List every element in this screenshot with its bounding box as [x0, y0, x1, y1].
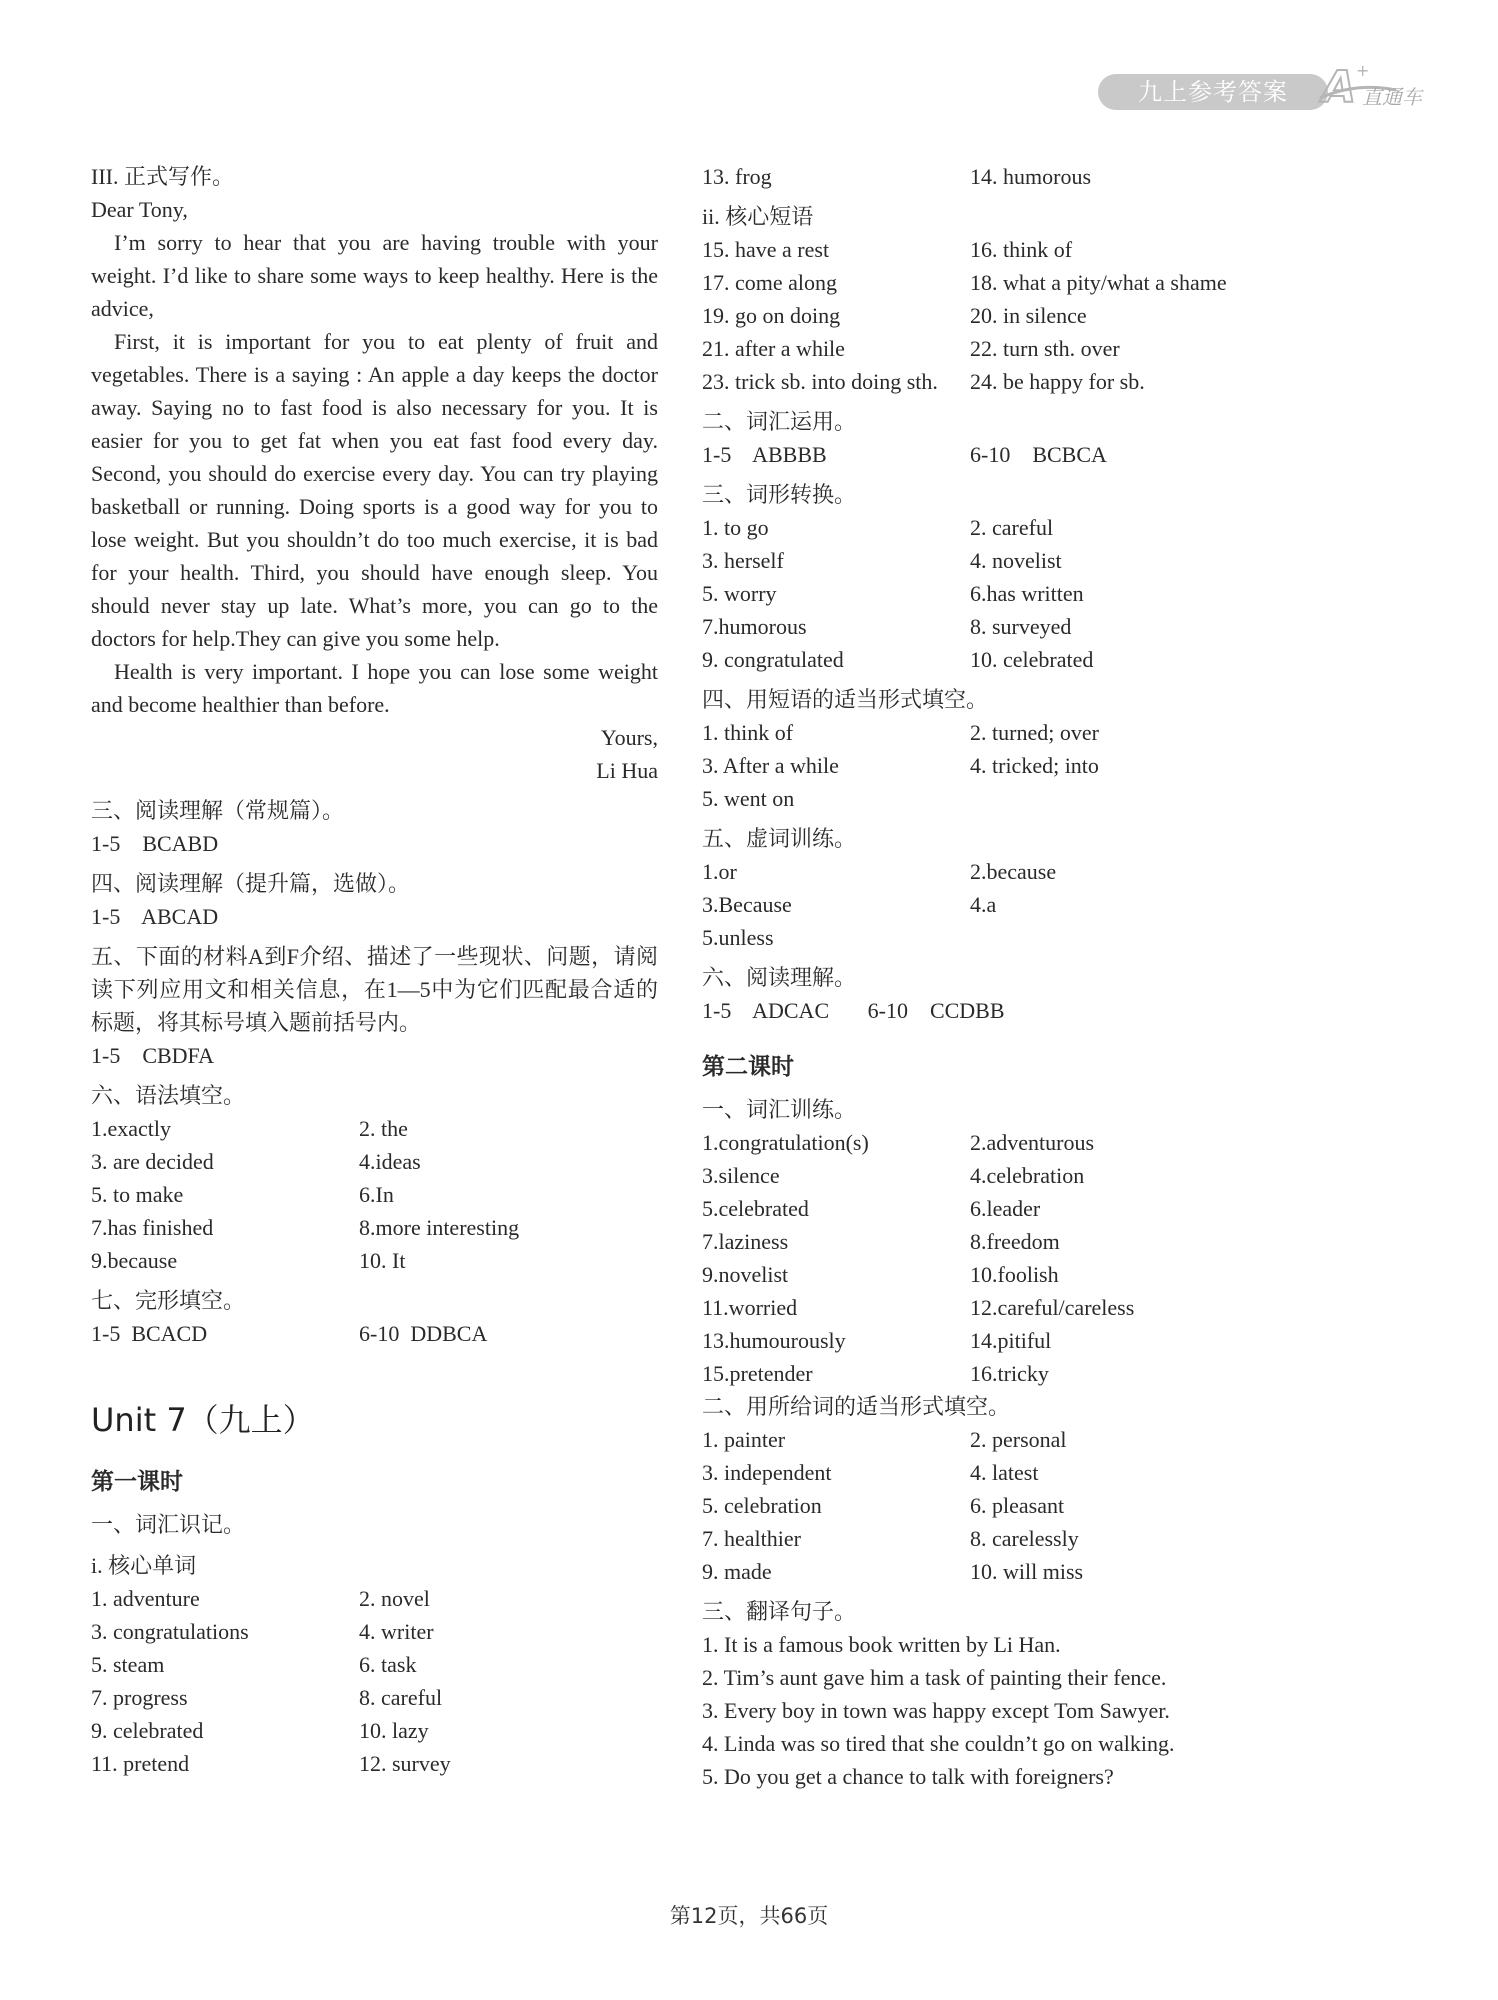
answer-cell: 3. herself — [702, 548, 784, 573]
matching-answer: 1-5 CBDFA — [91, 1043, 215, 1068]
function-words-row — [702, 855, 1402, 888]
core-words-subheading: i. 核心单词 — [91, 1553, 197, 1578]
reading-advanced-heading: 四、阅读理解（提升篇，选做）。 — [91, 871, 411, 896]
answer-cell: 16. think of — [970, 237, 1073, 262]
answer-cell: 9. celebrated — [91, 1718, 204, 1743]
translation-line: 3. Every boy in town was happy except Tom Sawyer. — [702, 1698, 1170, 1723]
vocab-training-row — [702, 1192, 1402, 1225]
translation-line: 4. Linda was so tired that she couldn’t go on walking. — [702, 1731, 1175, 1756]
vocab-training-row — [702, 1291, 1402, 1324]
answer-cell: 18. what a pity/what a shame — [970, 270, 1227, 295]
answer-cell: 4.celebration — [970, 1163, 1085, 1188]
answer-cell: 5. worry — [702, 581, 777, 606]
answer-cell: 2.because — [970, 859, 1057, 884]
core-word-row — [91, 1681, 658, 1714]
answer-cell: 4. latest — [970, 1460, 1039, 1485]
answer-cell: 6-10 BCBCA — [970, 442, 1107, 467]
answer-cell: 2. personal — [970, 1427, 1067, 1452]
letter-paragraph-2: First, it is important for you to eat plenty of fruit and vegetables. There is a saying : An apple a day keeps the doctor away. Saying no to fast food is also necessary for you. It is easier for you to get fat when you eat fast food every day. Second, you should do exercise every day. You can try playing basketball or running. Doing sports is a good way for you to lose weight. But you shouldn’t do too much exercise, it is bad for your health. Third, you should have enough sleep. You should never stay up late. What’s more, you can go to the doctors for help.They can give you some help. — [91, 329, 658, 651]
function-words-heading: 五、虚词训练。 — [702, 826, 857, 851]
vocab-training-row — [702, 1225, 1402, 1258]
core-word-row — [91, 1615, 658, 1648]
answer-cell: 13.humourously — [702, 1328, 846, 1353]
vocab-training-row — [702, 1357, 1402, 1390]
answer-cell: 6. pleasant — [970, 1493, 1065, 1518]
answer-cell: 2.adventurous — [970, 1130, 1095, 1155]
lesson-1-title: 第一课时 — [91, 1469, 183, 1495]
core-word-row — [702, 160, 1402, 193]
answer-cell: 8. carelessly — [970, 1526, 1079, 1551]
answer-cell: 14.pitiful — [970, 1328, 1052, 1353]
word-form-row — [702, 511, 1402, 544]
function-words-row — [702, 921, 1402, 954]
page-number: 第12页，共66页 — [669, 1904, 829, 1928]
core-phrase-row — [702, 299, 1402, 332]
answer-cell: 10. will miss — [970, 1559, 1084, 1584]
letter-closing: Yours, — [600, 725, 658, 750]
logo-letter: A — [1322, 62, 1357, 113]
given-word-fill-row — [702, 1489, 1402, 1522]
answer-cell: 6. task — [359, 1652, 417, 1677]
answer-cell: 10. celebrated — [970, 647, 1094, 672]
core-word-row — [91, 1714, 658, 1747]
grammar-fill-row — [91, 1244, 658, 1277]
given-word-fill-row — [702, 1423, 1402, 1456]
answer-cell: 1. painter — [702, 1427, 786, 1452]
header-brand — [1098, 60, 1438, 114]
given-word-fill-row — [702, 1456, 1402, 1489]
answer-cell: 17. come along — [702, 270, 838, 295]
answer-cell: 6-10 DDBCA — [359, 1321, 488, 1346]
reading-heading: 六、阅读理解。 — [702, 965, 857, 990]
word-form-row — [702, 643, 1402, 676]
answer-cell: 9. congratulated — [702, 647, 844, 672]
word-form-row — [702, 544, 1402, 577]
answer-cell: 15.pretender — [702, 1361, 813, 1386]
answer-cell: 1. to go — [702, 515, 769, 540]
answer-cell: 8.more interesting — [359, 1215, 520, 1240]
answer-cell: 3.Because — [702, 892, 792, 917]
answer-cell: 9.novelist — [702, 1262, 789, 1287]
answer-cell: 19. go on doing — [702, 303, 841, 328]
function-words-row — [702, 888, 1402, 921]
word-form-row — [702, 610, 1402, 643]
vocab-training-row — [702, 1258, 1402, 1291]
reading-advanced-answer: 1-5 ABCAD — [91, 904, 219, 929]
vocab-recognition-heading: 一、词汇识记。 — [91, 1512, 246, 1537]
translation-line: 5. Do you get a chance to talk with foreigners? — [702, 1764, 1114, 1789]
reading-regular-heading: 三、阅读理解（常规篇）。 — [91, 798, 345, 823]
answer-cell: 6.In — [359, 1182, 394, 1207]
answer-cell: 22. turn sth. over — [970, 336, 1120, 361]
answer-cell: 10. lazy — [359, 1718, 429, 1743]
core-word-row — [91, 1582, 658, 1615]
letter-greeting: Dear Tony, — [91, 197, 188, 222]
answer-cell: 3. independent — [702, 1460, 832, 1485]
answer-cell: 4. novelist — [970, 548, 1062, 573]
answer-cell: 6.leader — [970, 1196, 1041, 1221]
answer-cell: 2. the — [359, 1116, 408, 1141]
phrase-fill-row — [702, 749, 1402, 782]
answer-cell: 12. survey — [359, 1751, 451, 1776]
given-word-fill-row — [702, 1555, 1402, 1588]
answer-cell: 3. congratulations — [91, 1619, 249, 1644]
logo-text: 直通车 — [1362, 85, 1422, 109]
unit-title: Unit 7（九上） — [91, 1401, 315, 1439]
answer-cell: 11. pretend — [91, 1751, 190, 1776]
answer-cell: 7.humorous — [702, 614, 807, 639]
answer-cell: 5. to make — [91, 1182, 184, 1207]
core-word-row — [91, 1747, 658, 1780]
vocab-usage-answer — [702, 438, 1402, 471]
writing-heading: III. 正式写作。 — [91, 164, 234, 189]
answer-cell: 4. tricked; into — [970, 753, 1099, 778]
core-phrase-row — [702, 365, 1402, 398]
translation-line: 1. It is a famous book written by Li Han. — [702, 1632, 1061, 1657]
vocab-training-row — [702, 1324, 1402, 1357]
answer-cell: 15. have a rest — [702, 237, 830, 262]
translation-heading: 三、翻译句子。 — [702, 1599, 857, 1624]
answer-cell: 12.careful/careless — [970, 1295, 1135, 1320]
answer-cell: 1. think of — [702, 720, 794, 745]
answer-cell: 4.a — [970, 892, 997, 917]
core-phrase-row — [702, 332, 1402, 365]
grammar-fill-heading: 六、语法填空。 — [91, 1083, 246, 1108]
letter-paragraph-3: Health is very important. I hope you can lose some weight and become healthier than before. — [91, 659, 658, 717]
answer-cell: 11.worried — [702, 1295, 798, 1320]
answer-cell: 9. made — [702, 1559, 772, 1584]
core-phrases-subheading: ii. 核心短语 — [702, 204, 814, 229]
letter-signature: Li Hua — [596, 758, 658, 783]
vocab-training-heading: 一、词汇训练。 — [702, 1097, 857, 1122]
grammar-fill-row — [91, 1145, 658, 1178]
answer-cell: 10. It — [359, 1248, 406, 1273]
phrase-fill-heading: 四、用短语的适当形式填空。 — [702, 687, 989, 712]
answer-cell: 14. humorous — [970, 164, 1091, 189]
left-column — [91, 160, 658, 1780]
answer-cell: 7. healthier — [702, 1526, 801, 1551]
answer-cell: 20. in silence — [970, 303, 1087, 328]
answer-cell: 5.celebrated — [702, 1196, 809, 1221]
answer-cell: 21. after a while — [702, 336, 845, 361]
reading-regular-answer: 1-5 BCABD — [91, 831, 219, 856]
answer-cell: 8.freedom — [970, 1229, 1060, 1254]
answer-cell: 7. progress — [91, 1685, 188, 1710]
answer-cell: 7.laziness — [702, 1229, 789, 1254]
matching-heading: 五、下面的材料A到F介绍、描述了一些现状、问题，请阅读下列应用文和相关信息，在1—5中为它们匹配最合适的标题，将其标号填入题前括号内。 — [91, 944, 658, 1035]
phrase-fill-row — [702, 716, 1402, 749]
book-label: 九上参考答案 — [1098, 74, 1328, 110]
grammar-fill-row — [91, 1178, 658, 1211]
core-phrase-row — [702, 266, 1402, 299]
answer-cell: 5. steam — [91, 1652, 165, 1677]
answer-cell: 8. careful — [359, 1685, 443, 1710]
answer-cell: 5. celebration — [702, 1493, 822, 1518]
given-word-fill-row — [702, 1522, 1402, 1555]
answer-cell: 2. turned; over — [970, 720, 1099, 745]
answer-cell: 3. are decided — [91, 1149, 214, 1174]
answer-cell: 3.silence — [702, 1163, 780, 1188]
letter-paragraph-1: I’m sorry to hear that you are having trouble with your weight. I’d like to share some ways to keep healthy. Here is the advice, — [91, 230, 658, 321]
answer-cell: 1.exactly — [91, 1116, 172, 1141]
answer-cell: 13. frog — [702, 164, 772, 189]
core-phrase-row — [702, 233, 1402, 266]
answer-cell: 1. adventure — [91, 1586, 200, 1611]
cloze-answer-row — [91, 1317, 658, 1350]
answer-cell: 4.ideas — [359, 1149, 421, 1174]
answer-cell: 4. writer — [359, 1619, 434, 1644]
translation-line: 2. Tim’s aunt gave him a task of painting their fence. — [702, 1665, 1167, 1690]
answer-cell: 5.unless — [702, 925, 774, 950]
grammar-fill-row — [91, 1211, 658, 1244]
answer-cell: 23. trick sb. into doing sth. — [702, 369, 938, 394]
answer-cell: 1.or — [702, 859, 737, 884]
answer-cell: 5. went on — [702, 786, 795, 811]
answer-cell: 7.has finished — [91, 1215, 214, 1240]
answer-cell: 24. be happy for sb. — [970, 369, 1145, 394]
right-column — [702, 160, 1402, 1793]
answer-cell: 2. novel — [359, 1586, 430, 1611]
reading-answer: 1-5 ADCAC 6-10 CCDBB — [702, 998, 1005, 1023]
word-form-row — [702, 577, 1402, 610]
vocab-training-row — [702, 1159, 1402, 1192]
answer-cell: 16.tricky — [970, 1361, 1049, 1386]
answer-cell: 1-5 BCACD — [91, 1321, 208, 1346]
answer-cell: 2. careful — [970, 515, 1054, 540]
cloze-heading: 七、完形填空。 — [91, 1288, 246, 1313]
answer-cell: 8. surveyed — [970, 614, 1072, 639]
answer-cell: 3. After a while — [702, 753, 839, 778]
lesson-2-title: 第二课时 — [702, 1054, 794, 1080]
answer-cell: 10.foolish — [970, 1262, 1059, 1287]
phrase-fill-row — [702, 782, 1402, 815]
answer-cell: 6.has written — [970, 581, 1084, 606]
logo-plus: + — [1356, 61, 1370, 80]
vocab-usage-heading: 二、词汇运用。 — [702, 409, 857, 434]
word-form-heading: 三、词形转换。 — [702, 482, 857, 507]
answer-cell: 1.congratulation(s) — [702, 1130, 869, 1155]
grammar-fill-row — [91, 1112, 658, 1145]
vocab-training-row — [702, 1126, 1402, 1159]
given-word-fill-heading: 二、用所给词的适当形式填空。 — [702, 1394, 1011, 1419]
brand-logo — [1316, 60, 1438, 114]
answer-cell: 9.because — [91, 1248, 178, 1273]
answer-cell: 1-5 ABBBB — [702, 442, 827, 467]
core-word-row — [91, 1648, 658, 1681]
